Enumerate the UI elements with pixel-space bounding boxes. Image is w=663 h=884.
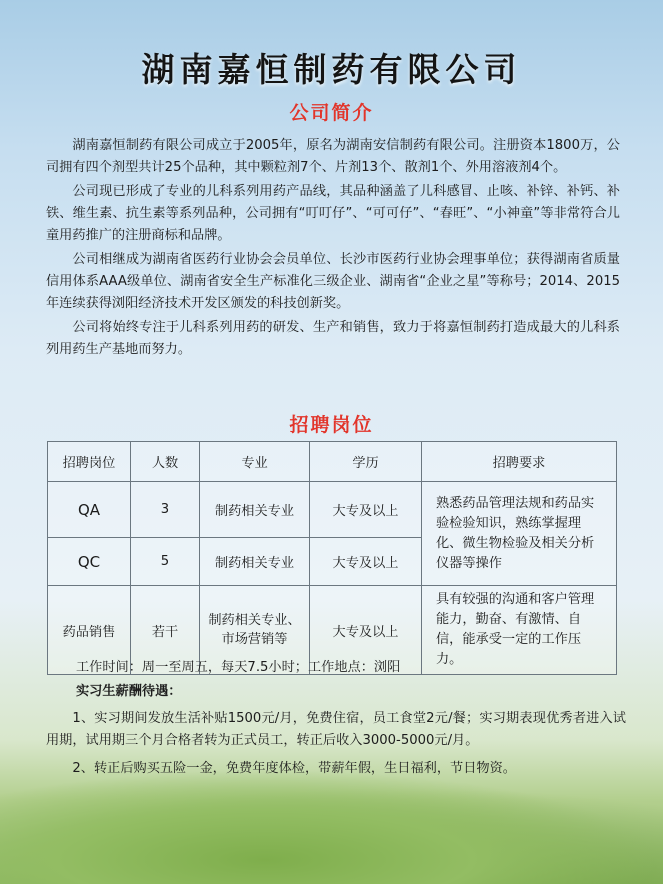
table-header-row [48,442,617,482]
benefits-list [46,708,626,780]
column-header: 学历 [310,442,422,482]
column-header: 专业 [200,442,310,482]
education-cell: 大专及以上 [310,482,422,538]
intro-paragraph: 公司将始终专注于儿科系列用药的研发、生产和销售，致力于将嘉恒制药打造成最大的儿科系列用药生产基地而努力。 [46,320,620,357]
count-cell: 3 [131,482,200,538]
intro-paragraph: 公司相继成为湖南省医药行业协会会员单位、长沙市医药行业协会理事单位；获得湖南省质量信用体系AAA级单位、湖南省安全生产标准化三级企业、湖南省“企业之星”等称号；2014、2015年连续获得浏阳经济技术开发区颁发的科技创新奖。 [46,252,620,311]
count-cell: 若干 [131,586,200,675]
education-cell: 大专及以上 [310,538,422,586]
company-intro [46,135,620,363]
position-cell: 药品销售 [48,586,131,675]
intro-heading: 公司简介 [289,102,374,124]
major-cell: 制药相关专业、市场营销等 [200,586,310,675]
column-header: 招聘岗位 [48,442,131,482]
education-cell: 大专及以上 [310,586,422,675]
major-cell: 制药相关专业 [200,538,310,586]
requirements-cell: 熟悉药品管理法规和药品实验检验知识，熟练掌握理化、微生物检验及相关分析仪器等操作 [422,482,617,586]
intro-paragraph: 公司现已形成了专业的儿科系列用药产品线，其品种涵盖了儿科感冒、止咳、补锌、补钙、补铁、维生素、抗生素等系列品种，公司拥有“叮叮仔”、“可可仔”、“春旺”、“小神童”等非常符合儿童用药推广的注册商标和品牌。 [46,184,620,243]
column-header: 招聘要求 [422,442,617,482]
benefits-heading: 实习生薪酬待遇： [76,684,182,699]
column-header: 人数 [131,442,200,482]
work-info: 工作时间：周一至周五，每天7.5小时；工作地点：浏阳 [76,660,401,675]
major-cell: 制药相关专业 [200,482,310,538]
intro-paragraph: 湖南嘉恒制药有限公司成立于2005年，原名为湖南安信制药有限公司。注册资本1800万，公司拥有四个剂型共计25个品种，其中颗粒剂7个、片剂13个、散剂1个、外用溶液剂4个。 [46,138,620,175]
requirements-cell: 具有较强的沟通和客户管理能力，勤奋、有激情、自信，能承受一定的工作压力。 [422,586,617,675]
position-cell: QC [48,538,131,586]
table-row [48,482,617,538]
recruitment-heading: 招聘岗位 [289,414,374,436]
position-cell: QA [48,482,131,538]
benefit-item: 2、转正后购买五险一金，免费年度体检，带薪年假，生日福利，节日物资。 [72,761,516,776]
jobs-table [47,441,617,675]
benefit-item: 1、实习期间发放生活补贴1500元/月，免费住宿，员工食堂2元/餐；实习期表现优秀者进入试用期，试用期三个月合格者转为正式员工，转正后收入3000-5000元/月。 [46,711,626,748]
count-cell: 5 [131,538,200,586]
company-title: 湖南嘉恒制药有限公司 [141,50,522,89]
